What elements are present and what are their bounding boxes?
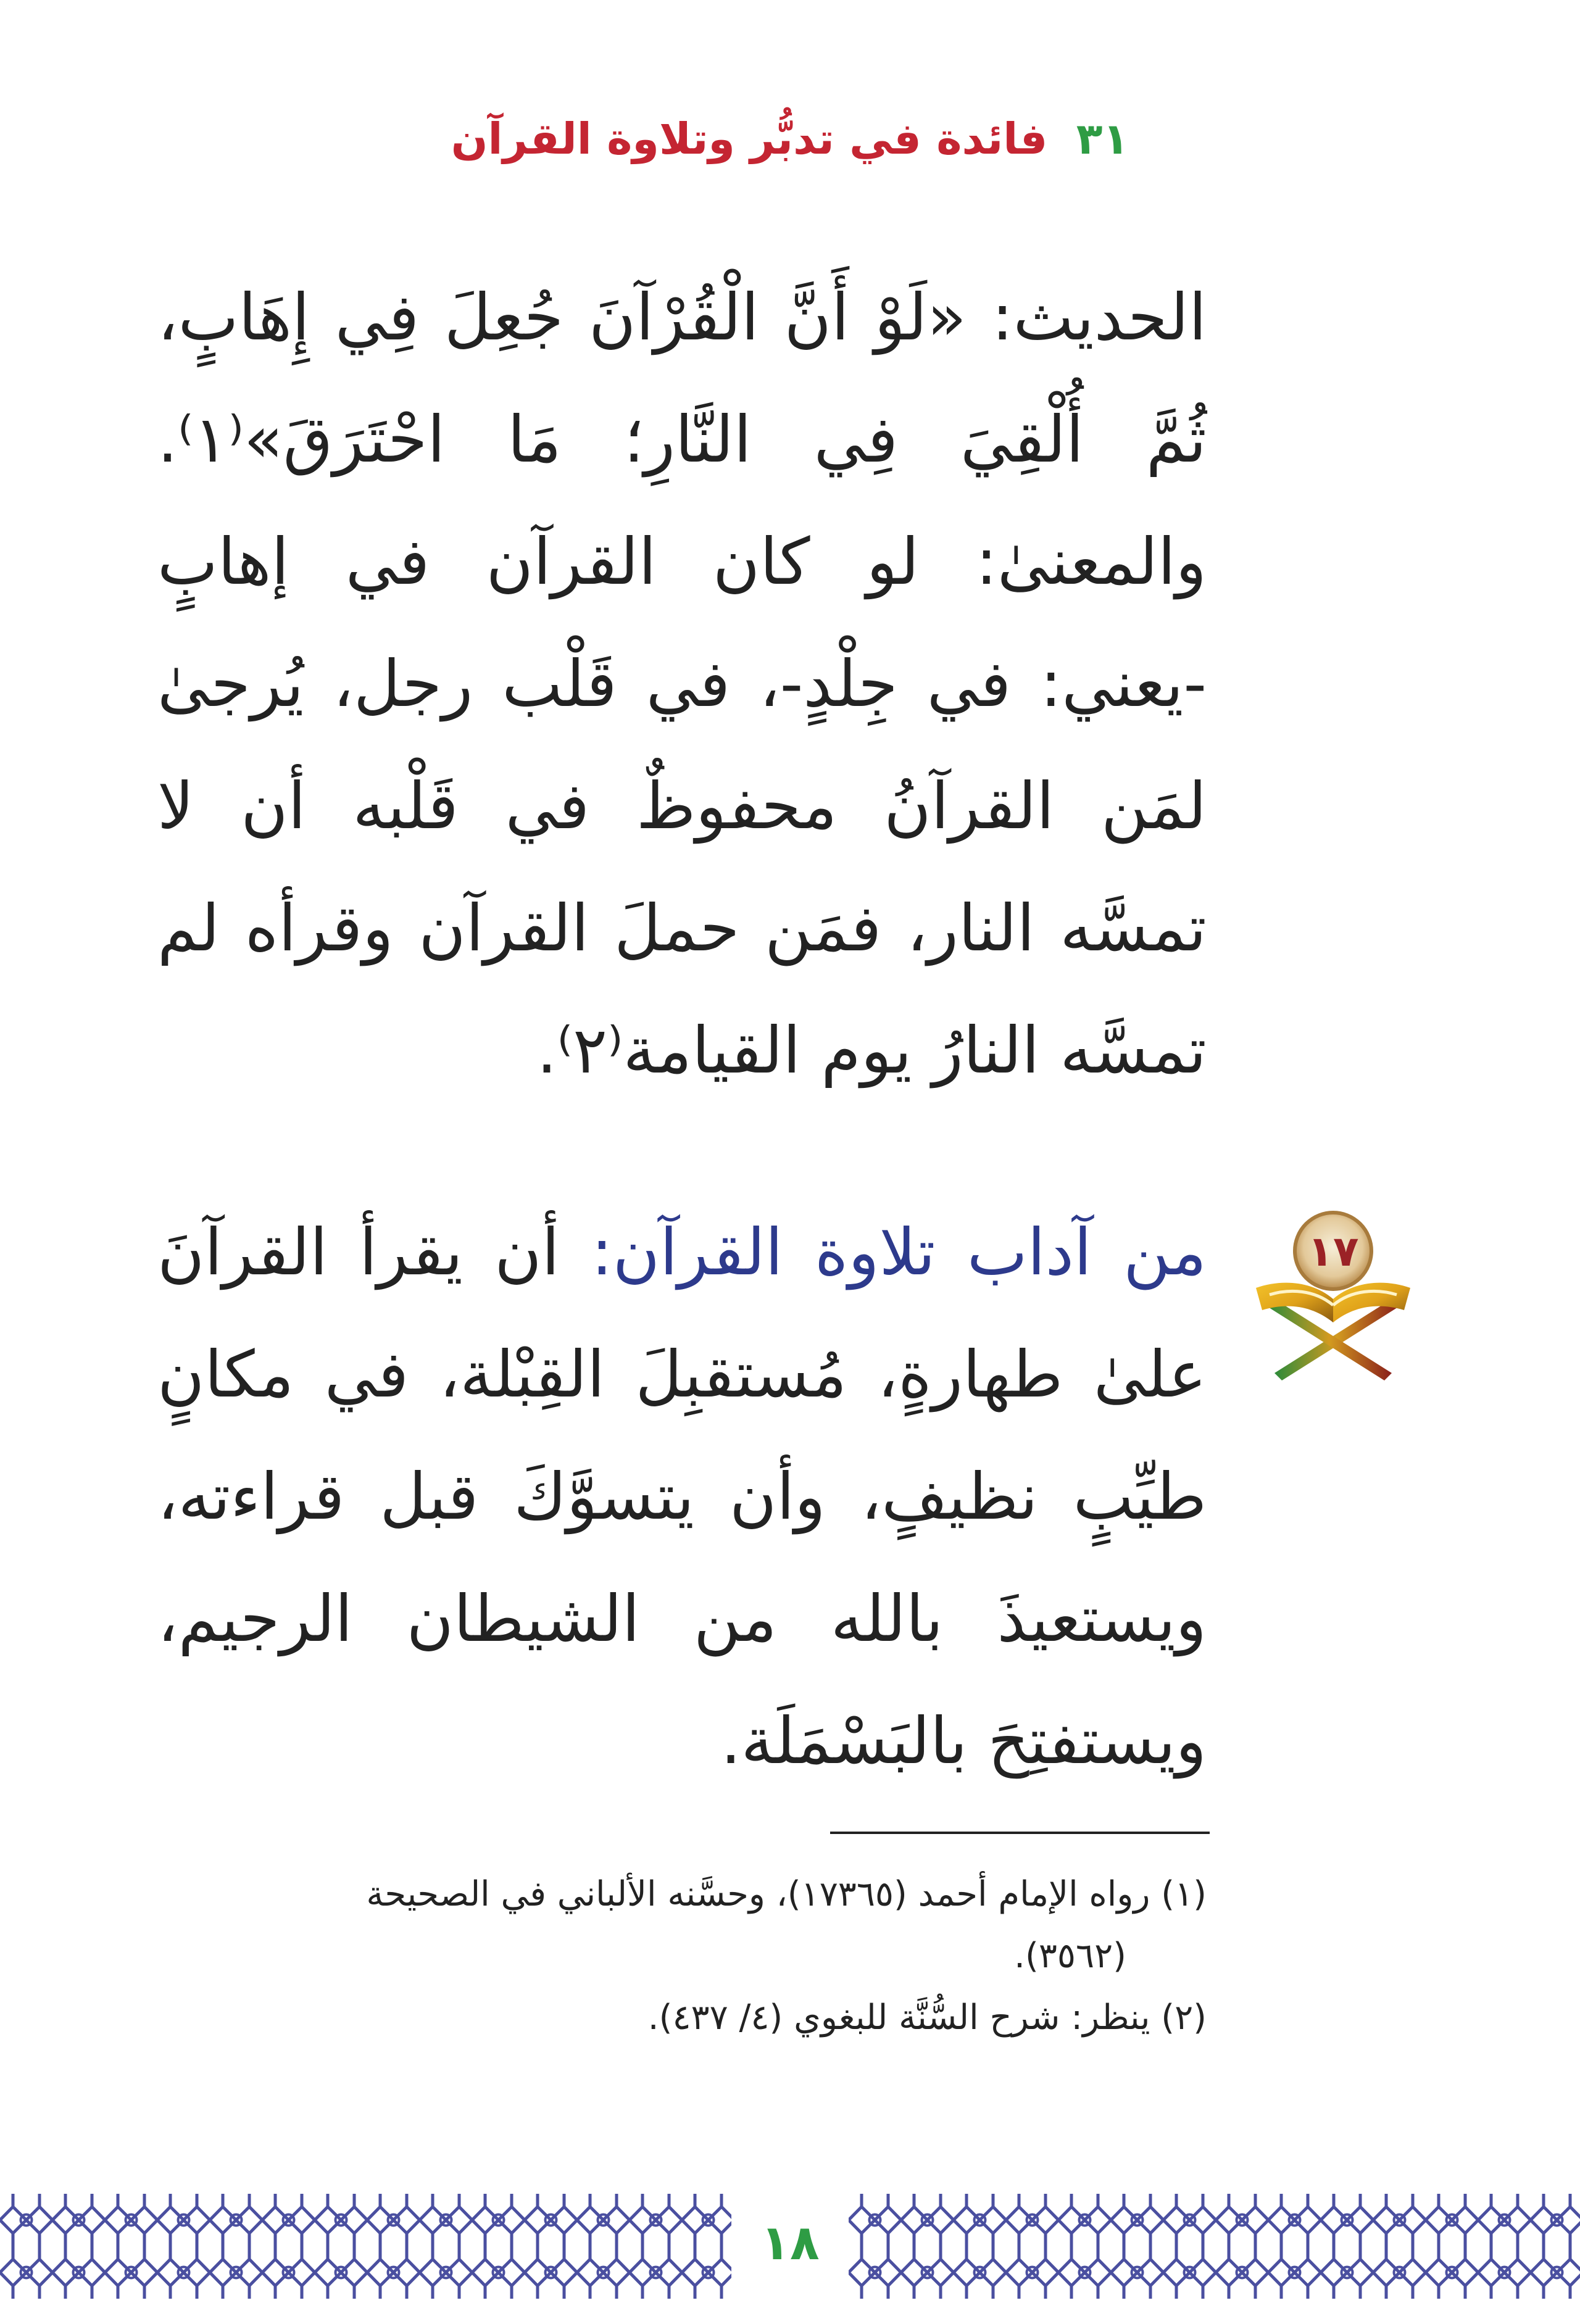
header-book-title: فائدة في تدبُّر وتلاوة القرآن [451, 114, 1048, 164]
section-17-paragraph [157, 1191, 1207, 1802]
page-number: ١٨ [760, 2215, 820, 2271]
section-number: ١٧ [1307, 1227, 1359, 1276]
footnote-separator [830, 1832, 1210, 1834]
footnotes [157, 1864, 1207, 2049]
decorative-border-left [0, 2194, 731, 2299]
hadith-paragraph: الحديث: «لَوْ أَنَّ الْقُرْآنَ جُعِلَ فِي إِهَابٍ، ثُمَّ أُلْقِيَ فِي النَّارِ؛ مَا احْتَرَقَ»⁽١⁾. والمعنىٰ: لو كان القرآن في إهابٍ -يعني: في جِلْدٍ-، في قَلْب رجل، يُرجىٰ لمَن القرآنُ محفوظٌ في قَلْبه أن لا تمسَّه النار، فمَن حملَ القرآن وقرأه لم تمسَّه النارُ يوم القيامة⁽٢⁾. [157, 280, 1207, 1088]
footnote-1: (١) رواه الإمام أحمد (١٧٣٦٥)، وحسَّنه الألباني في الصحيحة [366, 1874, 1207, 1914]
header-page-number: ٣١ [1076, 114, 1129, 164]
footnote-2: (٢) ينظر: شرح السُّنَّة للبغوي (٤/ ٤٣٧). [647, 1998, 1207, 2038]
section-17-text: أن يقرأ القرآنَ علىٰ طهارةٍ، مُستقبِلَ القِبْلة، في مكانٍ طيِّبٍ نظيفٍ، وأن يتسوَّكَ قبل قراءته، ويستعيذَ بالله من الشيطان الرجيم، ويستفتِحَ بالبَسْمَلَة. [157, 1214, 1207, 1778]
open-quran-badge-icon [1237, 1206, 1429, 1398]
footnote-1-continuation: (٣٥٦٢). [1014, 1936, 1126, 1976]
section-17-heading: من آداب تلاوة القرآن: [591, 1214, 1207, 1290]
running-header [0, 111, 1580, 167]
decorative-border-right [849, 2194, 1580, 2299]
